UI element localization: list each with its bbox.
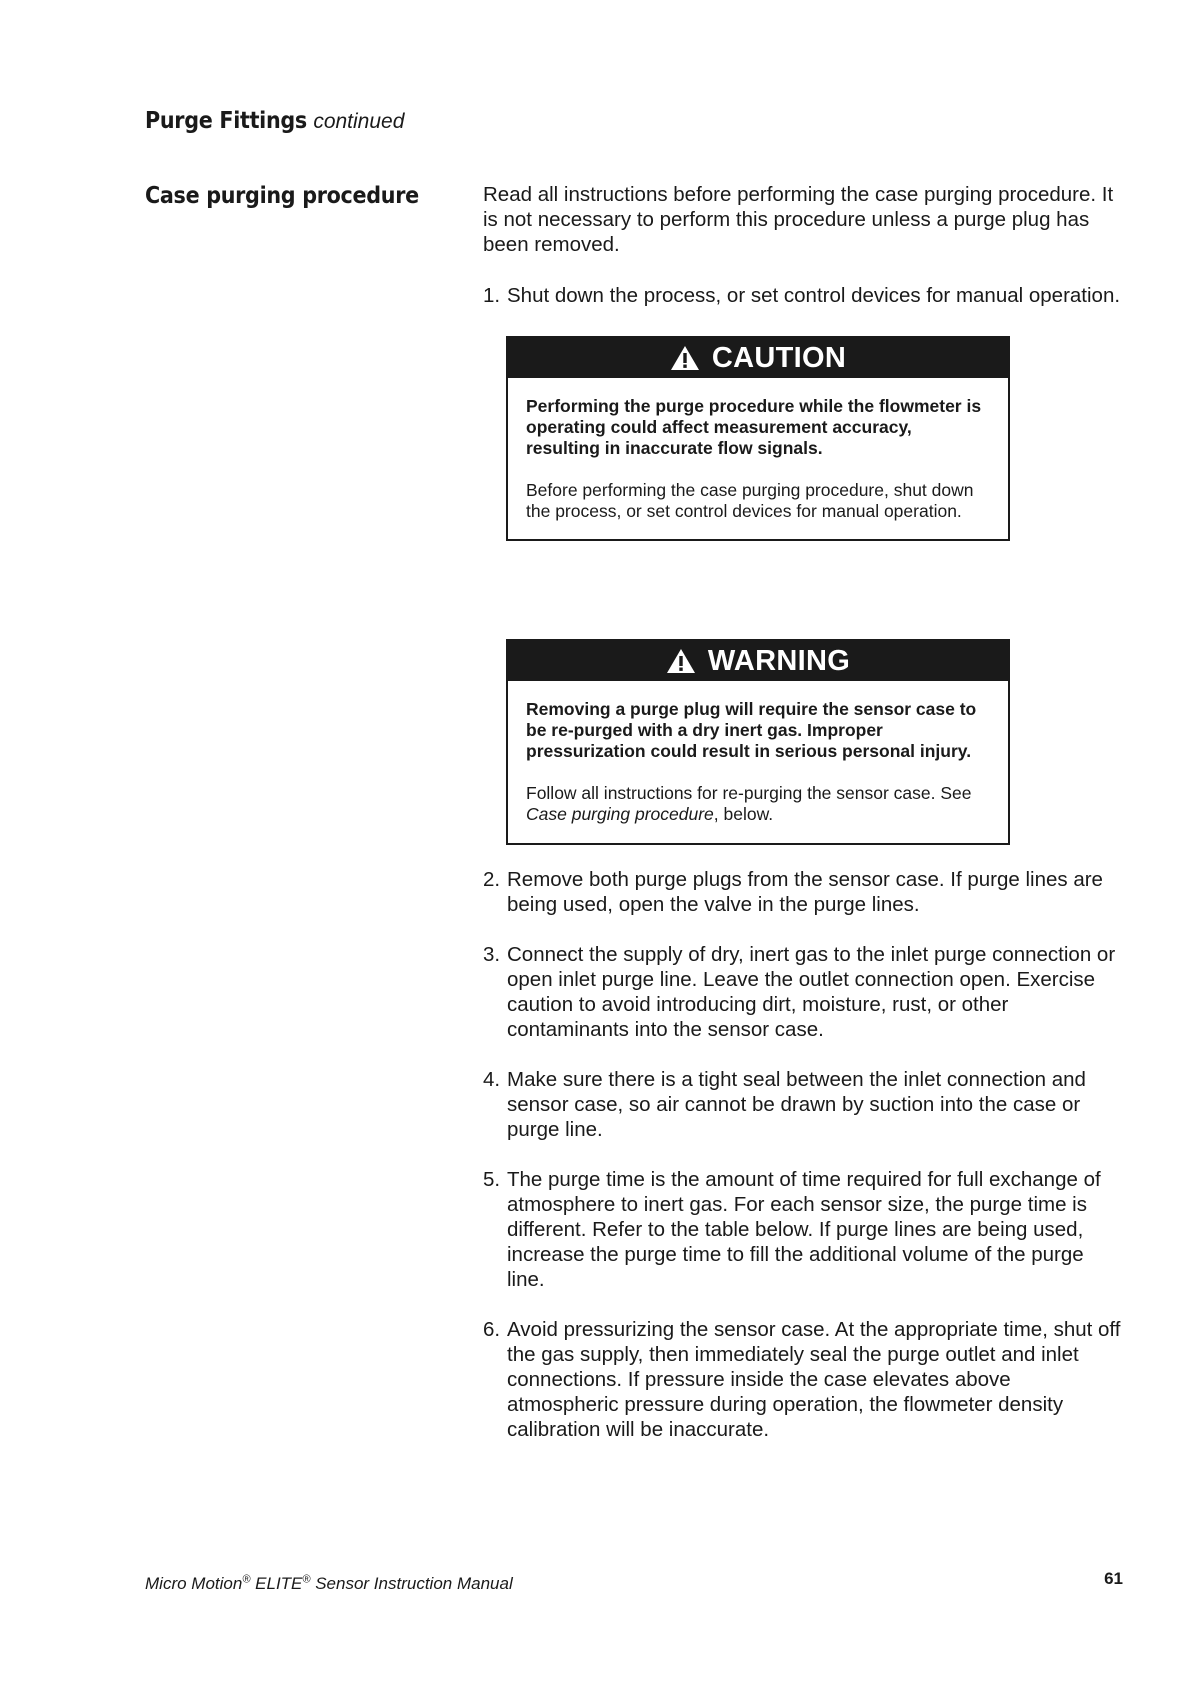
footer-title-rest: Sensor Instruction Manual — [310, 1573, 513, 1593]
step-text: Shut down the process, or set control devices for manual operation. — [507, 284, 1121, 307]
caution-text: Before performing the case purging procedure, shut down the process, or set control devices for manual operation. — [526, 480, 974, 521]
caution-bold-text: Performing the purge procedure while the flowmeter is operating could affect measurement accuracy, resulting in inaccurate flow signals. — [526, 396, 982, 458]
list-item — [483, 1067, 1123, 1142]
warning-text-after: , below. — [713, 804, 774, 824]
footer-product: ELITE — [250, 1573, 303, 1593]
step-text: Remove both purge plugs from the sensor case. If purge lines are being used, open the valve in the purge lines. — [507, 868, 1103, 916]
warning-label: WARNING — [707, 644, 851, 677]
caution-label: CAUTION — [711, 341, 847, 374]
step-text: Connect the supply of dry, inert gas to the inlet purge connection or open inlet purge line. Leave the outlet connection open. Exercise caution to avoid introducing dirt, moisture, rust, or other contaminants into the sensor case. — [507, 943, 1116, 1041]
section-header — [145, 104, 404, 138]
caution-box — [506, 336, 1010, 541]
list-item — [483, 283, 1123, 308]
warning-text-reference: Case purging procedure — [526, 804, 714, 824]
step-number: 3. — [483, 943, 501, 966]
warning-text — [526, 783, 990, 825]
step-number: 4. — [483, 1068, 501, 1091]
step-text: Avoid pressurizing the sensor case. At the appropriate time, shut off the gas supply, then immediately seal the purge outlet and inlet connections. If pressure inside the case elevates above atmospheric pressure during operation, the flowmeter density calibration will be inaccurate. — [507, 1318, 1121, 1441]
footer-brand: Micro Motion — [145, 1573, 243, 1593]
section-continued: continued — [313, 110, 405, 133]
step-number: 1. — [483, 284, 501, 307]
step-number: 2. — [483, 868, 501, 891]
step-text: Make sure there is a tight seal between the inlet connection and sensor case, so air cannot be drawn by suction into the case or purge line. — [507, 1068, 1086, 1141]
step-number: 5. — [483, 1168, 501, 1191]
warning-body — [508, 681, 1008, 841]
list-item — [483, 1317, 1123, 1442]
warning-banner — [508, 641, 1008, 681]
caution-banner — [508, 338, 1008, 378]
footer-registered-mark: ® — [242, 1573, 251, 1585]
step-number: 6. — [483, 1318, 501, 1341]
footer-registered-mark: ® — [302, 1573, 311, 1585]
warning-bold-text: Removing a purge plug will require the sensor case to be re-purged with a dry inert gas. Improper pressurization could result in serious personal injury. — [526, 699, 977, 761]
warning-triangle-icon — [666, 648, 696, 674]
manual-title — [145, 1574, 513, 1593]
list-item — [483, 1167, 1123, 1292]
warning-box — [506, 639, 1010, 845]
warning-triangle-icon — [670, 345, 700, 371]
step-list-continued — [483, 867, 1123, 1467]
list-item — [483, 942, 1123, 1042]
caution-body — [508, 378, 1008, 538]
step-list-start — [483, 283, 1123, 308]
page-number: 61 — [1104, 1569, 1123, 1588]
intro-paragraph: Read all instructions before performing the case purging procedure. It is not necessary to perform this procedure unless a purge plug has been removed. — [483, 183, 1114, 256]
warning-text-before: Follow all instructions for re-purging the sensor case. See — [526, 783, 972, 803]
side-heading: Case purging procedure — [145, 183, 419, 209]
page-footer — [145, 1568, 1123, 1595]
section-title: Purge Fittings — [145, 108, 307, 134]
step-text: The purge time is the amount of time required for full exchange of atmosphere to inert gas. For each sensor size, the purge time is different. Refer to the table below. If purge lines are being used, increase the purge time to fill the additional volume of the purge line. — [507, 1168, 1101, 1291]
list-item — [483, 867, 1123, 917]
